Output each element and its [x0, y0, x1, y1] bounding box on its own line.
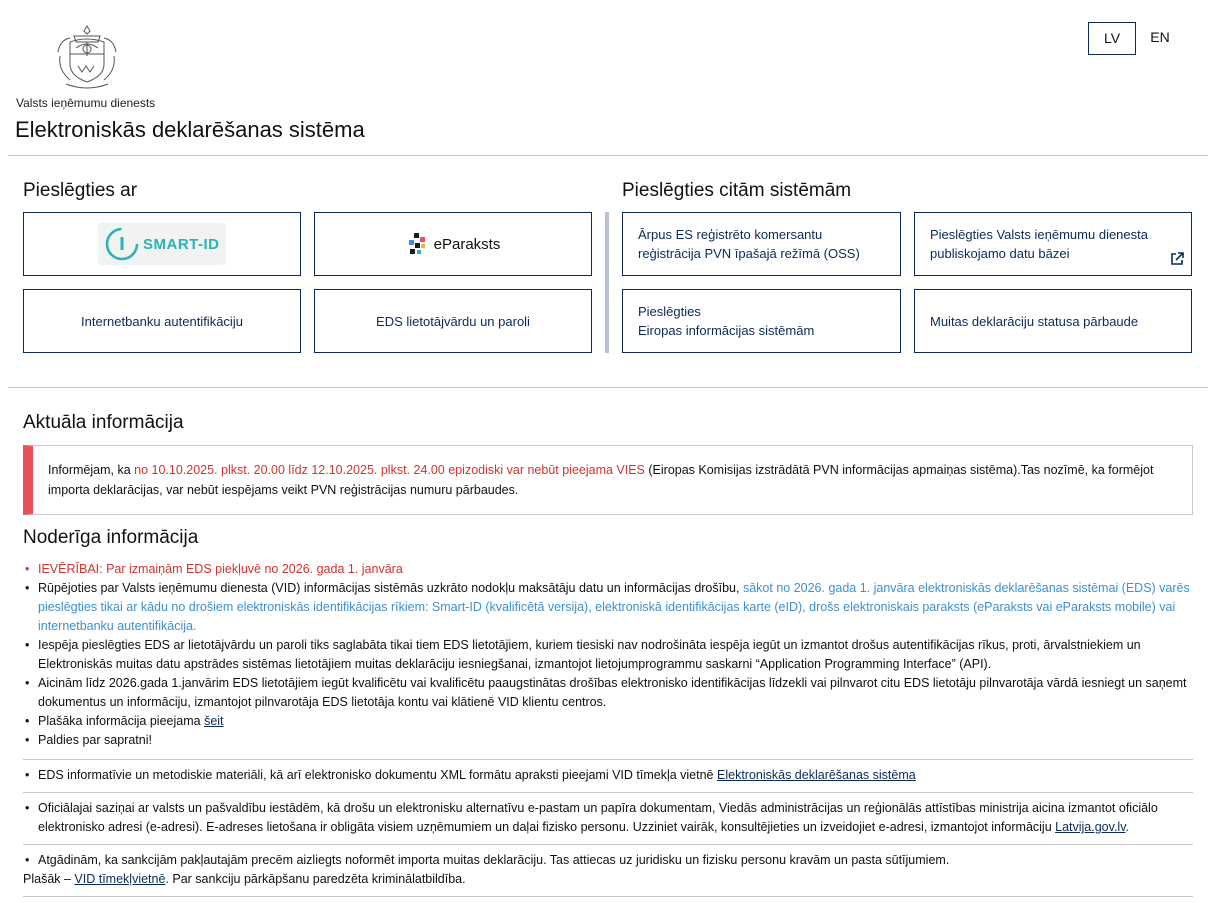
- login-section-title: Pieslēgties ar: [23, 180, 138, 201]
- smartid-login-button[interactable]: [23, 212, 301, 276]
- eparaksts-label: eParaksts: [433, 235, 501, 253]
- customs-status-button[interactable]: [914, 289, 1192, 353]
- eu-systems-label: Pieslēgties Eiropas informācijas sistēmām: [638, 304, 815, 338]
- sanctions-block: [23, 851, 1193, 889]
- list-item: • Rūpējoties par Valsts ieņēmumu dienesta (VID) informācijas sistēmās uzkrāto nodokļu maksātāju datu un informācijas drošību, sākot no 2026. gada 1. janvāra elektroniskās deklarēšanas sistēmai (EDS) varēs pieslēgties tikai ar kādu no drošiem elektroniskās identifikācijas rīkiem: Smart-ID (kvalificētā versija), elektroniskā identifikācijas karte (eID), drošs elektroniskais paraksts (eParaksts vai eParaksts mobile) vai internetbanku autentifikācija.: [23, 579, 1193, 636]
- vid-website-link[interactable]: VID tīmekļvietnē: [74, 872, 166, 886]
- eds-password-label: EDS lietotājvārdu un paroli: [376, 313, 530, 329]
- smartid-icon: [103, 225, 141, 263]
- oss-registration-button[interactable]: [622, 212, 901, 276]
- list-item: • Oficiālajai saziņai ar valsts un pašvaldību iestādēm, kā drošu un elektronisku alternatīvu e-pastam un papīra dokumentam, Viedās administrācijas un reģionālās attīstības ministrija aicina izmantot oficiālo elektronisko adresi (e-adresi). E-adreses lietošana ir obligāta visiem uzņēmumiem un daļai fizisko personu. Uzziniet vairāk, konsultējieties un izveidojiet e-adresi, izmantojot informāciju Latvija.gov.lv.: [23, 799, 1193, 837]
- divider: [23, 792, 1193, 793]
- smartid-label: SMART-ID: [143, 235, 220, 253]
- internetbank-label: Internetbanku autentifikāciju: [81, 313, 243, 329]
- list-item: • Paldies par sapratni!: [23, 731, 1193, 750]
- eparaksts-icon: [406, 231, 432, 257]
- customs-label: Muitas deklarāciju statusa pārbaude: [930, 313, 1139, 329]
- latvija-gov-link[interactable]: Latvija.gov.lv: [1055, 820, 1126, 834]
- org-name: Valsts ieņēmumu dienests: [16, 96, 156, 110]
- lang-en-button[interactable]: EN: [1150, 29, 1170, 45]
- list-item: • Plašāka informācija pieejama šeit: [23, 712, 1193, 731]
- current-info-title: Aktuāla informācija: [23, 412, 184, 433]
- useful-info-list: [23, 560, 1193, 750]
- list-item: • IEVĒRĪBAI: Par izmaiņām EDS piekļuvē no 2026. gada 1. janvāra: [23, 560, 1193, 579]
- coat-of-arms-logo: [52, 22, 122, 92]
- list-item: • Aicinām līdz 2026.gada 1.janvārim EDS lietotājiem iegūt kvalificētu vai kvalificētu paaugstinātas drošības elektronisko identifikācijas līdzekli vai pilnvarot citu EDS lietotāju pilnvarotāja vārdā iesniegt un saņemt dokumentus un informāciju, izmantojot pilnvarotāja EDS lietotāja kontu vai klātienē VID klientu centros.: [23, 674, 1193, 712]
- divider: [23, 844, 1193, 845]
- divider: [23, 896, 1193, 897]
- alert-highlight: no 10.10.2025. plkst. 20.00 līdz 12.10.2025. plkst. 24.00 epizodiski var nebūt pieejama VIES: [134, 463, 645, 477]
- lang-lv-button[interactable]: LV: [1088, 22, 1136, 55]
- eds-materials-link[interactable]: Elektroniskās deklarēšanas sistēma: [717, 768, 916, 782]
- public-db-label: Pieslēgties Valsts ieņēmumu dienesta publiskojamo datu bāzei: [930, 227, 1148, 261]
- eu-systems-button[interactable]: [622, 289, 901, 353]
- other-systems-title: Pieslēgties citām sistēmām: [622, 180, 852, 201]
- internetbank-login-button[interactable]: [23, 289, 301, 353]
- eds-materials-block: [23, 766, 1193, 785]
- oss-label: Ārpus ES reģistrēto komersantu reģistrācija PVN īpašajā režīmā (OSS): [638, 227, 860, 261]
- smartid-logo: [98, 223, 226, 265]
- more-info-link[interactable]: šeit: [204, 714, 224, 728]
- page-title: Elektroniskās deklarēšanas sistēma: [15, 117, 365, 142]
- list-item: • Atgādinām, ka sankcijām pakļautajām precēm aizliegts noformēt importa muitas deklarāciju. Tas attiecas uz juridisku un fizisku personu kravām un pasta sūtījumiem.: [23, 851, 1193, 870]
- vies-alert: Informējam, ka no 10.10.2025. plkst. 20.00 līdz 12.10.2025. plkst. 24.00 epizodiski var nebūt pieejama VIES (Eiropas Komisijas izstrādātā PVN informācijas apmaiņas sistēma).Tas nozīmē, ka formējot importa deklarācijas, var nebūt iespējams veikt PVN reģistrācijas numuru pārbaudes.: [23, 445, 1193, 515]
- external-link-icon: [1170, 252, 1184, 266]
- sanctions-more: Plašāk – VID tīmekļvietnē. Par sankciju pārkāpšanu paredzēta kriminālatbildība.: [23, 872, 466, 886]
- useful-info-title: Noderīga informācija: [23, 527, 199, 548]
- e-address-block: [23, 799, 1193, 837]
- eds-password-login-button[interactable]: [314, 289, 592, 353]
- divider: [23, 759, 1193, 760]
- list-item: • Iespēja pieslēgties EDS ar lietotājvārdu un paroli tiks saglabāta tikai tiem EDS lietotājiem, kuriem tiesiski nav nodrošināta iespēja iegūt un izmantot drošus autentifikācijas rīkus, proti, ārvalstniekiem un Elektroniskās muitas datu apstrādes sistēmas lietotājiem muitas deklarāciju iesniegšanai, izmantojot lietojumprogrammu saskarni “Application Programming Interface” (API).: [23, 636, 1193, 674]
- list-item: • EDS informatīvie un metodiskie materiāli, kā arī elektronisko dokumentu XML formātu apraksti pieejami VID tīmekļa vietnē Elektroniskās deklarēšanas sistēma: [23, 766, 1193, 785]
- public-database-button[interactable]: [914, 212, 1192, 276]
- eparaksts-login-button[interactable]: [314, 212, 592, 276]
- section-divider: [605, 212, 609, 353]
- section-separator: [8, 387, 1208, 388]
